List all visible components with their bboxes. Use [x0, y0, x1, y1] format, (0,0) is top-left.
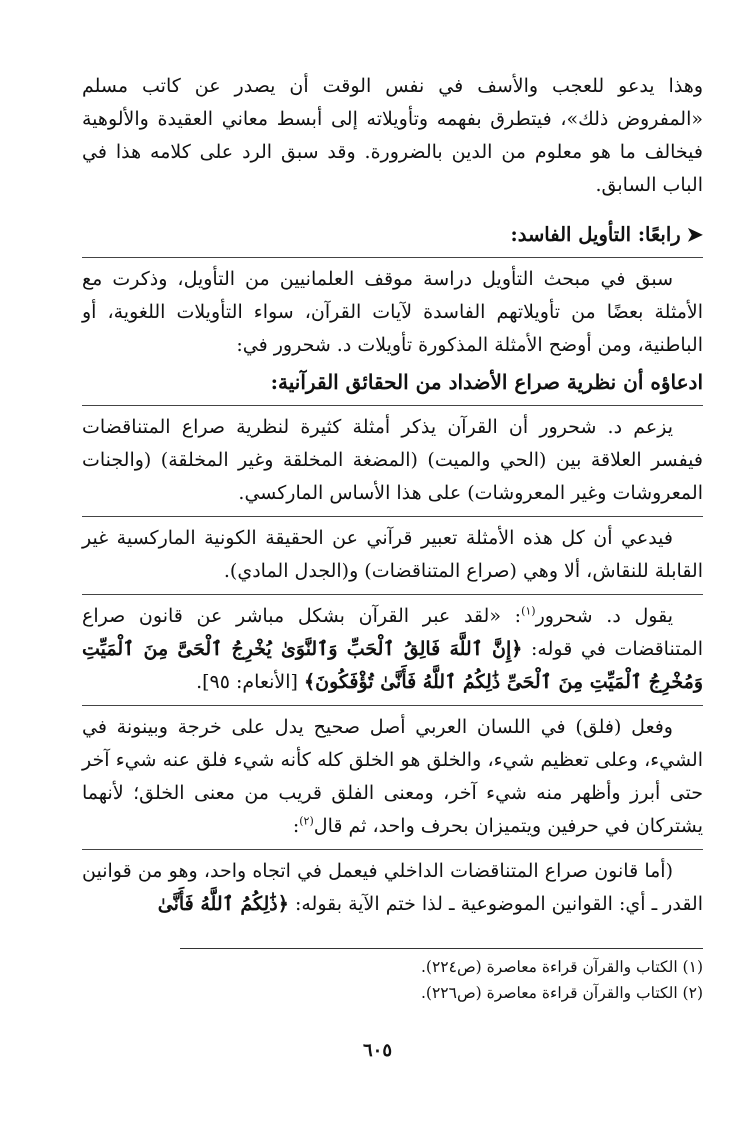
footnote-ref-2: (٢) [299, 814, 314, 828]
separator-rule [82, 405, 703, 406]
separator-rule [82, 257, 703, 258]
verse-reference: [الأنعام: ٩٥]. [196, 671, 298, 693]
separator-rule [82, 705, 703, 706]
fourth-body-paragraph: سبق في مبحث التأويل دراسة موقف العلمانيين من التأويل، وذكرت مع الأمثلة بعضًا من تأويلاتهم الفاسدة لآيات القرآن، سواء التأويلات اللغوية، أو الباطنية، ومن أوضح الأمثلة المذكورة تأويلات د. شحرور في: [82, 268, 703, 356]
quote-intro: يقول د. شحرور [535, 605, 673, 627]
quote-text: : «لقد عبر القرآن بشكل مباشر عن قانون صراع المتناقضات في قوله: [82, 605, 703, 660]
intro-paragraph: وهذا يدعو للعجب والأسف في نفس الوقت أن يصدر عن كاتب مسلم «المفروض ذلك»، فيتطرق بفهمه وتأويلاته إلى أبسط معاني العقيدة والألوهية فيخالف ما هو معلوم من الدين بالضرورة. وقد سبق الرد على كلامه هذا في الباب السابق. [82, 75, 703, 196]
arrow-icon: ➤ [686, 223, 703, 246]
separator-rule [82, 849, 703, 850]
page-number: ٦٠٥ [362, 1040, 392, 1061]
section-heading-text: رابعًا: التأويل الفاسد: [510, 223, 681, 246]
claim-paragraph-1: يزعم د. شحرور أن القرآن يذكر أمثلة كثيرة لنظرية صراع المتناقضات فيفسر العلاقة بين (الحي والميت) (المضغة المخلقة وغير المخلقة) (والجنات المعروشات وغير المعروشات) على هذا الأساس الماركسي. [82, 416, 703, 504]
separator-rule [82, 516, 703, 517]
footnote-1: (١) الكتاب والقرآن قراءة معاصرة (ص٢٢٤). [420, 958, 703, 976]
footnotes [82, 954, 703, 1006]
final-paragraph [82, 855, 703, 921]
falaq-end: : [292, 815, 300, 837]
falaq-text: وفعل (فلق) في اللسان العربي أصل صحيح يدل على خرجة وبينونة في الشيء، وعلى تعظيم شيء، والخلق هو الخلق كله كأنه شيء فلق عنه شيء آخر حتى أبرز وأظهر منه شيء آخر، ومعنى الفلق قريب من معنى الخلق؛ لأنهما يشتركان في حرفين ويتميزان بحرف واحد، ثم قال [82, 716, 703, 837]
section-heading-fourth [82, 218, 703, 251]
final-text: (أما قانون صراع المتناقضات الداخلي فيعمل في اتجاه واحد، وهو من قوانين القدر ـ أي: القوانين الموضوعية ـ لذا ختم الآية بقوله: [82, 860, 703, 915]
claim-paragraph-2: فيدعي أن كل هذه الأمثلة تعبير قرآني عن الحقيقة الكونية الماركسية غير القابلة للنقاش، ألا وهي (صراع المتناقضات) و(الجدل المادي). [82, 527, 703, 582]
footnote-2: (٢) الكتاب والقرآن قراءة معاصرة (ص٢٢٦). [420, 984, 703, 1002]
quote-paragraph [82, 600, 703, 699]
quran-verse: ﴿إِنَّ ٱللَّهَ فَالِقُ ٱلْحَبِّ وَٱلنَّوَىٰ يُخْرِجُ ٱلْحَىَّ مِنَ ٱلْمَيِّتِ وَمُخْرِجُ ٱلْمَيِّتِ مِنَ ٱلْحَىِّ ذَٰلِكُمُ ٱللَّهُ فَأَنَّىٰ تُؤْفَكُونَ﴾ [82, 638, 703, 693]
main-text [82, 70, 703, 921]
footnote-divider [180, 948, 703, 949]
subheading-claim: ادعاؤه أن نظرية صراع الأضداد من الحقائق القرآنية: [270, 370, 703, 394]
separator-rule [82, 594, 703, 595]
falaq-paragraph [82, 711, 703, 843]
final-verse: ﴿ذَٰلِكُمُ ٱللَّهُ فَأَنَّىٰ [157, 893, 289, 915]
footnote-ref-1: (١) [521, 604, 536, 618]
